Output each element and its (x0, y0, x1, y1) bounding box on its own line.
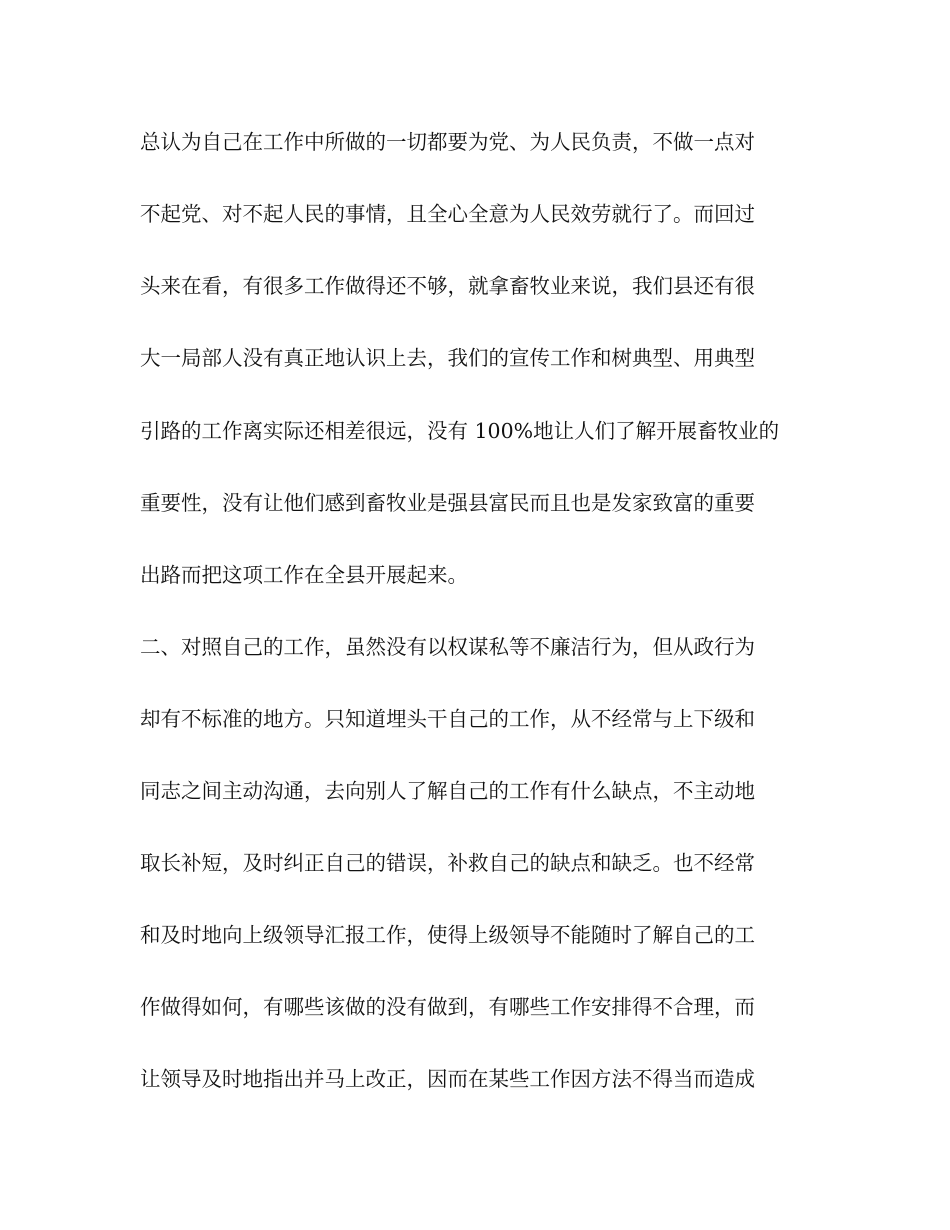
text-line: 却有不标准的地方。只知道埋头干自己的工作，从不经常与上下级和 (140, 707, 755, 731)
text-line: 不起党、对不起人民的事情，且全心全意为人民效劳就行了。而回过 (140, 202, 755, 226)
text-line: 总认为自己在工作中所做的一切都要为党、为人民负责，不做一点对 (140, 130, 755, 154)
text-line: 头来在看，有很多工作做得还不够，就拿畜牧业来说，我们县还有很 (140, 274, 755, 298)
text-line: 重要性，没有让他们感到畜牧业是强县富民而且也是发家致富的重要 (140, 491, 755, 515)
text-line: 和及时地向上级领导汇报工作，使得上级领导不能随时了解自己的工 (140, 923, 755, 947)
text-line: 同志之间主动沟通，去向别人了解自己的工作有什么缺点，不主动地 (140, 779, 755, 803)
text-line: 作做得如何，有哪些该做的没有做到，有哪些工作安排得不合理，而 (140, 995, 755, 1019)
text-line: 取长补短，及时纠正自己的错误，补救自己的缺点和缺乏。也不经常 (140, 851, 755, 875)
text-line: 大一局部人没有真正地认识上去，我们的宣传工作和树典型、用典型 (140, 346, 755, 370)
text-line: 出路而把这项工作在全县开展起来。 (140, 563, 468, 587)
text-line: 二、对照自己的工作，虽然没有以权谋私等不廉洁行为，但从政行为 (140, 635, 755, 659)
text-line: 引路的工作离实际还相差很远，没有 100%地让人们了解开展畜牧业的 (140, 419, 780, 443)
text-line: 让领导及时地指出并马上改正，因而在某些工作因方法不得当而造成 (140, 1067, 755, 1091)
